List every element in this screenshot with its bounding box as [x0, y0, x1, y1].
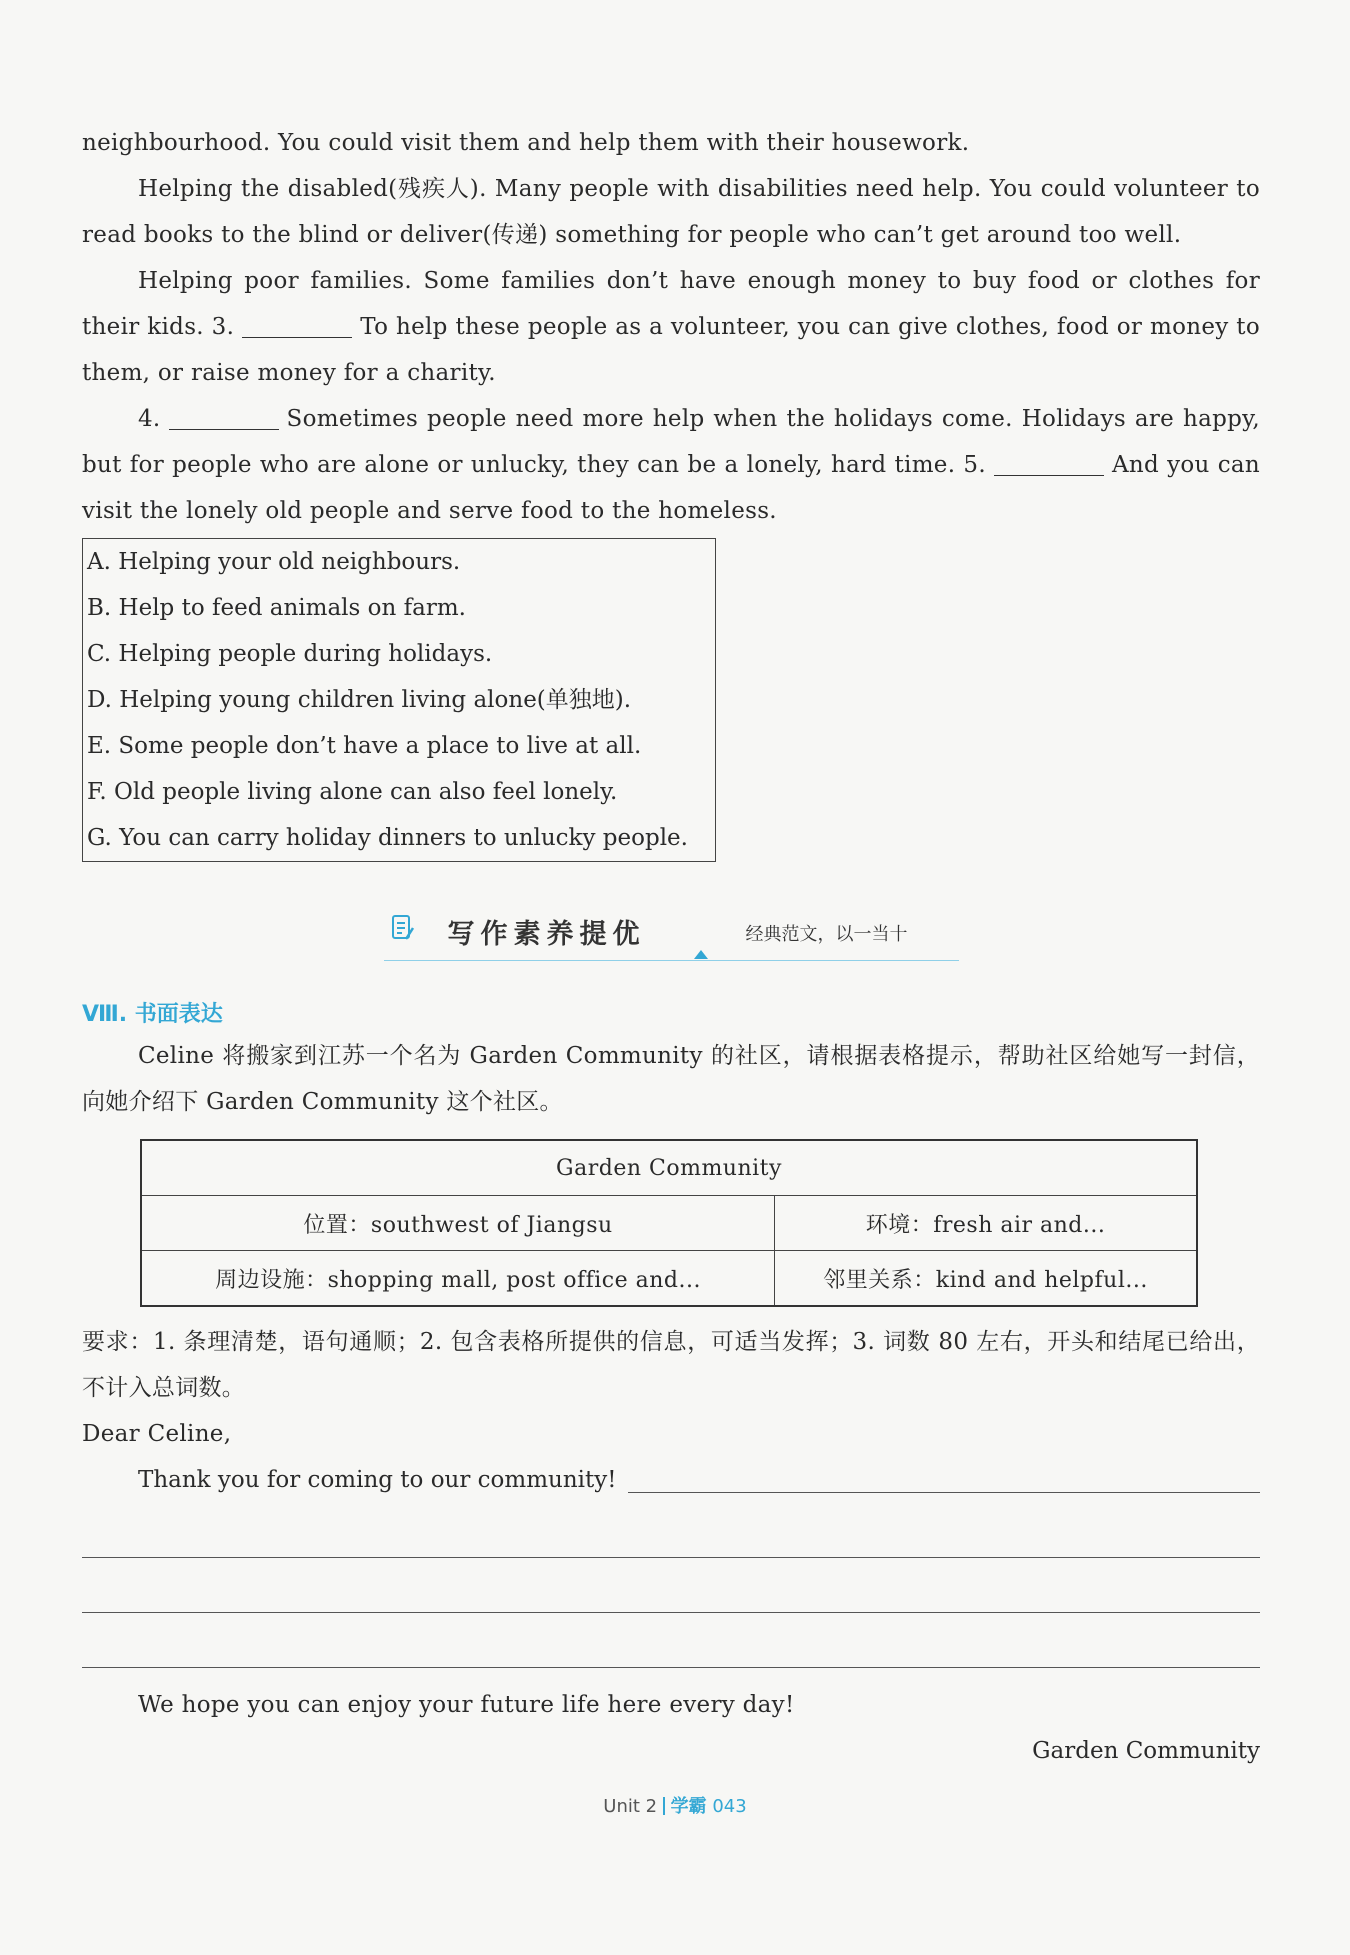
passage-text: To help these people as a volunteer, you can give clothes, food or money to them, or raise money for a charity.: [82, 314, 1260, 386]
table-cell-neighbours: 邻里关系：kind and helpful...: [775, 1251, 1197, 1307]
page-number: 043: [712, 1796, 747, 1817]
letter-signature: Garden Community: [1032, 1738, 1260, 1764]
options-box: [82, 538, 716, 862]
passage-text: Sometimes people need more help when the holidays come. Holidays are happy, but for people who are alone or unlucky, they can be a lonely, hard time. 5.: [82, 406, 1260, 478]
writing-requirements: 要求：1. 条理清楚，语句通顺；2. 包含表格所提供的信息，可适当发挥；3. 词数 80 左右，开头和结尾已给出，不计入总词数。: [82, 1329, 1260, 1401]
option-c: C. Helping people during holidays.: [87, 641, 493, 667]
table-cell-location: 位置：southwest of Jiangsu: [141, 1196, 775, 1251]
option-e: E. Some people don’t have a place to live at all.: [87, 733, 642, 759]
passage-paragraph-holidays: [82, 396, 1260, 534]
passage-text: Helping poor families. Some families don’t have enough money to buy food or clothes for their kids. 3.: [82, 268, 1260, 340]
letter-greeting: Dear Celine,: [82, 1421, 232, 1447]
letter-closing: We hope you can enjoy your future life here every day!: [138, 1692, 795, 1718]
writing-line[interactable]: [82, 1613, 1260, 1668]
passage-paragraph-poor-families: [82, 258, 1260, 396]
option-f: F. Old people living alone can also feel lonely.: [87, 779, 618, 805]
answer-blank-4[interactable]: [169, 403, 279, 430]
writing-line[interactable]: [82, 1558, 1260, 1613]
option-b: B. Help to feed animals on farm.: [87, 595, 466, 621]
banner-subtitle: 经典范文，以一当十: [745, 924, 908, 945]
passage-paragraph-disabled: Helping the disabled(残疾人). Many people with disabilities need help. You could volunteer to read books to the blind or deliver(传递) something for people who can’t get around too well.: [82, 176, 1260, 248]
table-title: Garden Community: [141, 1140, 1197, 1196]
option-g: G. You can carry holiday dinners to unlucky people.: [87, 825, 688, 851]
option-d: D. Helping young children living alone(单独地).: [87, 687, 632, 713]
section-banner: [384, 906, 959, 961]
page-content: [82, 120, 1260, 1774]
letter-opening: Thank you for coming to our community!: [138, 1467, 617, 1493]
letter-first-line: [82, 1457, 1260, 1503]
banner-title: 写作素养提优: [447, 919, 646, 950]
passage-line: neighbourhood. You could visit them and help them with their housework.: [82, 130, 970, 156]
passage-text: And you can visit the lonely old people and serve food to the homeless.: [82, 452, 1261, 524]
community-info-table: [140, 1139, 1198, 1307]
table-cell-facilities: 周边设施：shopping mall, post office and...: [141, 1251, 775, 1307]
notepad-pencil-icon: [392, 914, 414, 942]
writing-section-heading: Ⅷ. 书面表达: [82, 1002, 223, 1027]
table-cell-environment: 环境：fresh air and...: [775, 1196, 1197, 1251]
footer-brand: 学霸: [670, 1796, 707, 1817]
footer-separator: [663, 1797, 665, 1815]
option-a: A. Helping your old neighbours.: [87, 549, 461, 575]
answer-blank-5[interactable]: [994, 449, 1104, 476]
footer-unit: Unit 2: [603, 1796, 658, 1817]
page-footer: [0, 1792, 1350, 1818]
answer-blank-3[interactable]: [242, 311, 352, 338]
banner-marker: [694, 950, 708, 959]
writing-prompt: Celine 将搬家到江苏一个名为 Garden Community 的社区，请根据表格提示，帮助社区给她写一封信，向她介绍下 Garden Community 这个社区。: [82, 1043, 1260, 1115]
writing-line[interactable]: [628, 1492, 1260, 1493]
question-number: 4.: [138, 406, 161, 432]
writing-line[interactable]: [82, 1503, 1260, 1558]
